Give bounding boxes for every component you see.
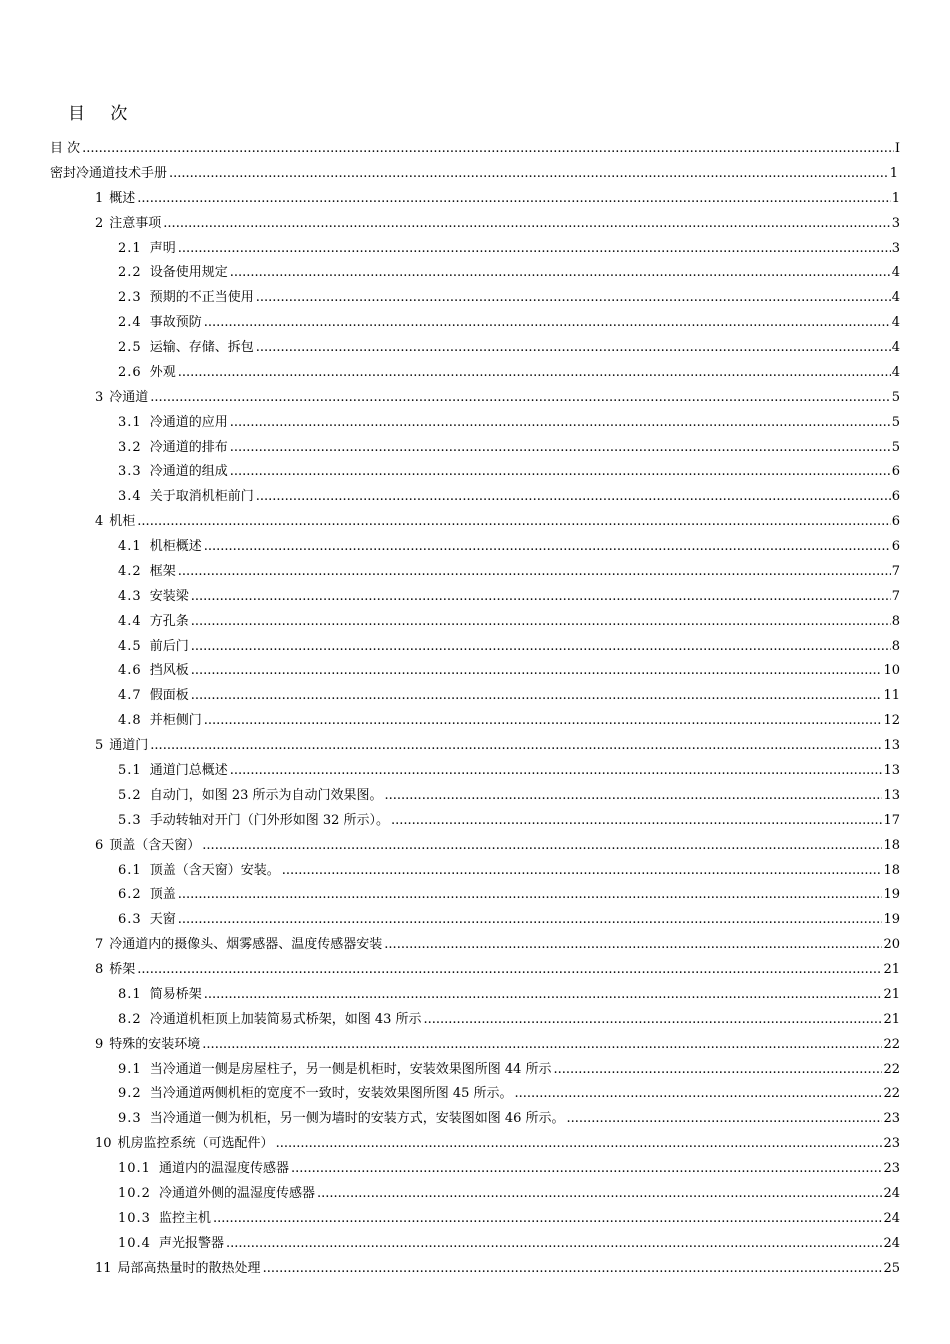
toc-entry-number: 4.2 — [118, 563, 142, 579]
dot-leader — [169, 163, 889, 185]
toc-entry-number: 2.4 — [118, 315, 142, 331]
dot-leader — [263, 1258, 883, 1280]
dot-leader — [178, 884, 883, 906]
toc-entry[interactable] — [95, 188, 900, 210]
toc-entry[interactable] — [118, 1233, 900, 1255]
toc-entry-number: 2 — [95, 215, 104, 231]
toc-entry-number: 4.6 — [118, 663, 142, 679]
toc-entry-page-number: 8 — [891, 613, 900, 629]
toc-entry-label: 天窗 — [149, 912, 176, 928]
toc-entry[interactable] — [118, 461, 900, 483]
toc-entry-number: 3.4 — [118, 489, 142, 505]
dot-leader — [191, 660, 883, 682]
toc-entry-page-number: 24 — [883, 1235, 900, 1251]
toc-entry[interactable] — [95, 213, 900, 235]
toc-entry-label: 关于取消机柜前门 — [149, 489, 254, 505]
toc-entry-label: 冷通道 — [109, 389, 149, 405]
toc-entry-label: 框架 — [149, 563, 176, 579]
toc-entry-page-number: 11 — [883, 688, 900, 704]
toc-entry-label: 运输、存储、拆包 — [149, 340, 254, 356]
toc-entry-page-number: 21 — [883, 962, 900, 978]
toc-entry[interactable] — [118, 685, 900, 707]
toc-entry-label: 简易桥架 — [149, 986, 202, 1002]
toc-entry-number: 5.1 — [118, 763, 142, 778]
dot-leader — [191, 586, 891, 608]
page-title: 目 次 — [68, 104, 138, 124]
dot-leader — [230, 412, 891, 434]
toc-entry-number: 9 — [95, 1036, 104, 1052]
toc-entry[interactable] — [50, 163, 898, 185]
toc-entry-page-number: 5 — [891, 439, 900, 455]
toc-entry-label: 设备使用规定 — [149, 265, 228, 281]
toc-entry-number: 9.2 — [118, 1086, 142, 1102]
toc-entry[interactable] — [118, 636, 900, 658]
toc-entry-page-number: 1 — [889, 165, 898, 181]
toc-entry[interactable] — [118, 337, 900, 359]
toc-entry-page-number: 5 — [891, 414, 900, 430]
toc-entry[interactable] — [118, 611, 900, 633]
toc-entry-page-number: I — [894, 141, 900, 156]
toc-entry-number: 10 — [95, 1136, 112, 1152]
dot-leader — [204, 536, 891, 558]
toc-entry-number: 7 — [95, 937, 104, 953]
dot-leader — [515, 1083, 883, 1105]
toc-entry-label: 通道门 — [109, 738, 149, 754]
toc-entry-number: 8.2 — [118, 1011, 142, 1027]
toc-entry-page-number: 21 — [883, 986, 900, 1002]
toc-entry-page-number: 4 — [891, 265, 900, 281]
dot-leader — [178, 238, 891, 260]
dot-leader — [191, 685, 883, 707]
toc-entry-label: 冷通道机柜顶上加装简易式桥架，如图 43 所示 — [149, 1011, 422, 1027]
toc-entry-page-number: 4 — [891, 315, 900, 331]
toc-entry[interactable] — [118, 884, 900, 906]
dot-leader — [204, 710, 883, 732]
toc-entry[interactable] — [118, 262, 900, 284]
toc-entry[interactable] — [118, 1083, 900, 1105]
toc-entry-page-number: 23 — [883, 1161, 900, 1177]
dot-leader — [137, 959, 882, 981]
toc-entry-page-number: 21 — [883, 1011, 900, 1027]
toc-entry-number: 3.1 — [118, 414, 142, 430]
toc-entry-label: 冷通道内的摄像头、烟雾感器、温度传感器安装 — [109, 937, 383, 953]
toc-entry-label: 当冷通道两侧机柜的宽度不一致时，安装效果图所图 45 所示。 — [149, 1086, 513, 1102]
toc-entry-label: 当冷通道一侧是房屋柱子，另一侧是机柜时，安装效果图所图 44 所示 — [149, 1061, 552, 1077]
toc-entry-label: 安装梁 — [149, 588, 189, 604]
toc-entry[interactable] — [118, 238, 900, 260]
dot-leader — [202, 835, 882, 857]
toc-entry-page-number: 7 — [891, 588, 900, 604]
dot-leader — [226, 1233, 882, 1255]
toc-entry-page-number: 24 — [883, 1210, 900, 1226]
toc-entry-label: 注意事项 — [109, 215, 162, 231]
toc-entry-number: 6.2 — [118, 887, 142, 903]
toc-entry-label: 桥架 — [109, 962, 136, 978]
toc-entry[interactable] — [118, 287, 900, 309]
toc-entry-label: 顶盖（含天窗）安装。 — [149, 862, 280, 878]
toc-entry-page-number: 23 — [883, 1136, 900, 1152]
dot-leader — [256, 287, 891, 309]
toc-entry-label: 机柜概述 — [149, 539, 202, 555]
toc-entry-page-number: 5 — [891, 389, 900, 405]
toc-entry[interactable] — [118, 810, 900, 832]
toc-entry[interactable] — [118, 909, 900, 931]
toc-entry[interactable] — [118, 1059, 900, 1081]
toc-entry-page-number: 23 — [883, 1111, 900, 1127]
toc-entry[interactable] — [118, 586, 900, 608]
toc-entry-number: 4 — [95, 514, 104, 530]
toc-entry[interactable] — [95, 1258, 900, 1280]
toc-entry-number: 9.3 — [118, 1111, 142, 1127]
toc-entry-number: 10.1 — [118, 1161, 151, 1177]
toc-entry[interactable] — [118, 710, 900, 732]
toc-entry-number: 2.2 — [118, 265, 142, 281]
toc-entry-number: 5.2 — [118, 787, 142, 803]
toc-entry-number: 4.8 — [118, 713, 142, 729]
dot-leader — [424, 1009, 883, 1031]
toc-entry-number: 9.1 — [118, 1061, 142, 1077]
toc-entry-label: 冷通道的排布 — [149, 439, 228, 455]
toc-entry-number: 2.1 — [118, 240, 142, 256]
dot-leader — [137, 511, 890, 533]
toc-entry-page-number: 20 — [883, 937, 900, 953]
toc-entry-page-number: 19 — [883, 887, 900, 903]
toc-entry-page-number: 19 — [883, 912, 900, 928]
toc-entry[interactable] — [118, 312, 900, 334]
toc-entry[interactable] — [95, 1133, 900, 1155]
toc-entry-number: 11 — [95, 1260, 112, 1276]
dot-leader — [282, 860, 883, 882]
toc-entry-label: 方孔条 — [149, 613, 189, 629]
toc-entry-label: 密封冷通道技术手册 — [50, 165, 168, 181]
toc-entry-page-number: 13 — [883, 738, 900, 754]
toc-entry-label: 局部高热量时的散热处理 — [117, 1260, 261, 1276]
toc-entry-number: 8 — [95, 962, 104, 978]
toc-entry[interactable] — [118, 437, 900, 459]
toc-entry[interactable] — [118, 362, 900, 384]
toc-entry-label: 声光报警器 — [158, 1235, 224, 1251]
dot-leader — [202, 1034, 882, 1056]
toc-entry-number: 10.2 — [118, 1185, 151, 1201]
toc-entry[interactable] — [95, 835, 900, 857]
toc-entry-page-number: 4 — [891, 364, 900, 380]
toc-entry-number: 2.5 — [118, 340, 142, 356]
toc-entry-label: 前后门 — [149, 638, 189, 654]
toc-entry-page-number: 3 — [891, 240, 900, 256]
dot-leader — [554, 1059, 883, 1081]
dot-leader — [291, 1158, 882, 1180]
toc-entry-number: 10.4 — [118, 1235, 151, 1251]
toc-entry-label: 冷通道的应用 — [149, 414, 228, 430]
toc-entry-label: 特殊的安装环境 — [109, 1036, 201, 1052]
toc-entry-label: 顶盖 — [149, 887, 176, 903]
dot-leader — [256, 486, 891, 508]
toc-entry-label: 声明 — [149, 240, 176, 256]
toc-entry-page-number: 4 — [891, 340, 900, 356]
toc-entry[interactable] — [95, 1034, 900, 1056]
toc-entry-page-number: 18 — [883, 837, 900, 853]
toc-entry-label: 顶盖（含天窗） — [109, 837, 201, 853]
toc-entry-page-number: 13 — [883, 763, 900, 778]
toc-entry-label: 通道内的温湿度传感器 — [158, 1161, 289, 1177]
toc-entry-number: 2.6 — [118, 364, 142, 380]
toc-entry-number: 4.5 — [118, 638, 142, 654]
toc-entry[interactable] — [118, 785, 900, 807]
toc-entry[interactable] — [118, 1208, 900, 1230]
toc-entry-page-number: 1 — [891, 190, 900, 206]
dot-leader — [150, 387, 890, 409]
toc-entry-page-number: 17 — [883, 812, 900, 828]
dot-leader — [230, 760, 883, 782]
dot-leader — [213, 1208, 882, 1230]
toc-entry[interactable] — [118, 660, 900, 682]
toc-entry[interactable] — [118, 1009, 900, 1031]
toc-entry-label: 当冷通道一侧为机柜，另一侧为墙时的安装方式，安装图如图 46 所示。 — [149, 1111, 565, 1127]
dot-leader — [150, 735, 882, 757]
toc-entry-page-number: 6 — [891, 539, 900, 555]
toc-entry-label: 机柜 — [109, 514, 136, 530]
toc-entry-label: 通道门总概述 — [149, 763, 228, 778]
toc-entry-label: 机房监控系统（可选配件） — [117, 1136, 274, 1152]
toc-entry[interactable] — [118, 412, 900, 434]
dot-leader — [276, 1133, 883, 1155]
toc-entry[interactable] — [95, 959, 900, 981]
toc-entry-label: 手动转轴对开门（门外形如图 32 所示）。 — [149, 812, 389, 828]
toc-entry-number: 2.3 — [118, 290, 142, 306]
toc-entry-number: 1 — [95, 190, 104, 206]
toc-entry-number: 8.1 — [118, 986, 142, 1002]
toc-entry-page-number: 6 — [891, 514, 900, 530]
dot-leader — [191, 611, 891, 633]
toc-entry-number: 6.3 — [118, 912, 142, 928]
toc-entry[interactable] — [118, 860, 900, 882]
toc-entry-label: 自动门，如图 23 所示为自动门效果图。 — [149, 787, 383, 803]
toc-entry-label: 挡风板 — [149, 663, 189, 679]
toc-entry[interactable] — [118, 561, 900, 583]
toc-entry-page-number: 22 — [883, 1036, 900, 1052]
toc-entry[interactable] — [118, 486, 900, 508]
toc-entry[interactable] — [50, 138, 900, 160]
toc-entry-page-number: 22 — [883, 1086, 900, 1102]
toc-entry[interactable] — [95, 934, 900, 956]
toc-entry-page-number: 24 — [883, 1185, 900, 1201]
toc-entry[interactable] — [95, 387, 900, 409]
toc-entry-number: 4.4 — [118, 613, 142, 629]
toc-entry-number: 3.3 — [118, 464, 142, 480]
toc-entry[interactable] — [118, 760, 900, 782]
dot-leader — [191, 636, 891, 658]
toc-entry-page-number: 25 — [883, 1260, 900, 1276]
toc-entry[interactable] — [95, 735, 900, 757]
toc-entry-number: 10.3 — [118, 1210, 151, 1226]
toc-entry[interactable] — [118, 1183, 900, 1205]
toc-entry[interactable] — [95, 511, 900, 533]
toc-entry[interactable] — [118, 1158, 900, 1180]
dot-leader — [384, 934, 882, 956]
toc-entry-number: 6.1 — [118, 862, 142, 878]
toc-entry-page-number: 22 — [883, 1061, 900, 1077]
toc-entry-label: 冷通道外侧的温湿度传感器 — [158, 1185, 315, 1201]
dot-leader — [82, 138, 894, 160]
toc-entry[interactable] — [118, 984, 900, 1006]
dot-leader — [230, 437, 891, 459]
toc-entry-page-number: 6 — [891, 464, 900, 480]
dot-leader — [178, 909, 883, 931]
toc-entry-page-number: 10 — [883, 663, 900, 679]
dot-leader — [567, 1108, 883, 1130]
dot-leader — [137, 188, 890, 210]
dot-leader — [230, 461, 891, 483]
toc-entry-page-number: 13 — [883, 787, 900, 803]
toc-entry-number: 6 — [95, 837, 104, 853]
toc-entry-number: 5.3 — [118, 812, 142, 828]
toc-entry-page-number: 18 — [883, 862, 900, 878]
toc-entry-page-number: 8 — [891, 638, 900, 654]
toc-entry-page-number: 6 — [891, 489, 900, 505]
dot-leader — [256, 337, 891, 359]
toc-entry-label: 冷通道的组成 — [149, 464, 228, 480]
toc-entry-label: 外观 — [149, 364, 176, 380]
toc-entry-number: 4.3 — [118, 588, 142, 604]
toc-entry-number: 3.2 — [118, 439, 142, 455]
dot-leader — [317, 1183, 882, 1205]
toc-entry[interactable] — [118, 1108, 900, 1130]
toc-entry-number: 5 — [95, 738, 104, 754]
toc-entry-label: 预期的不正当使用 — [149, 290, 254, 306]
dot-leader — [178, 362, 891, 384]
dot-leader — [385, 785, 883, 807]
toc-entry-page-number: 3 — [891, 215, 900, 231]
toc-entry-label: 事故预防 — [149, 315, 202, 331]
toc-entry-label: 并柜侧门 — [149, 713, 202, 729]
toc-entry[interactable] — [118, 536, 900, 558]
toc-entry-label: 假面板 — [149, 688, 189, 704]
toc-entry-number: 3 — [95, 389, 104, 405]
toc-entry-number: 4.1 — [118, 539, 142, 555]
toc-entry-number: 4.7 — [118, 688, 142, 704]
toc-entry-label: 目 次 — [50, 141, 81, 156]
toc-entry-page-number: 7 — [891, 563, 900, 579]
dot-leader — [204, 984, 883, 1006]
dot-leader — [178, 561, 891, 583]
toc-entry-label: 监控主机 — [158, 1210, 211, 1226]
toc-entry-label: 概述 — [109, 190, 136, 206]
dot-leader — [163, 213, 890, 235]
dot-leader — [391, 810, 882, 832]
dot-leader — [230, 262, 891, 284]
dot-leader — [204, 312, 891, 334]
toc-entry-page-number: 4 — [891, 290, 900, 306]
toc-entry-page-number: 12 — [883, 713, 900, 729]
